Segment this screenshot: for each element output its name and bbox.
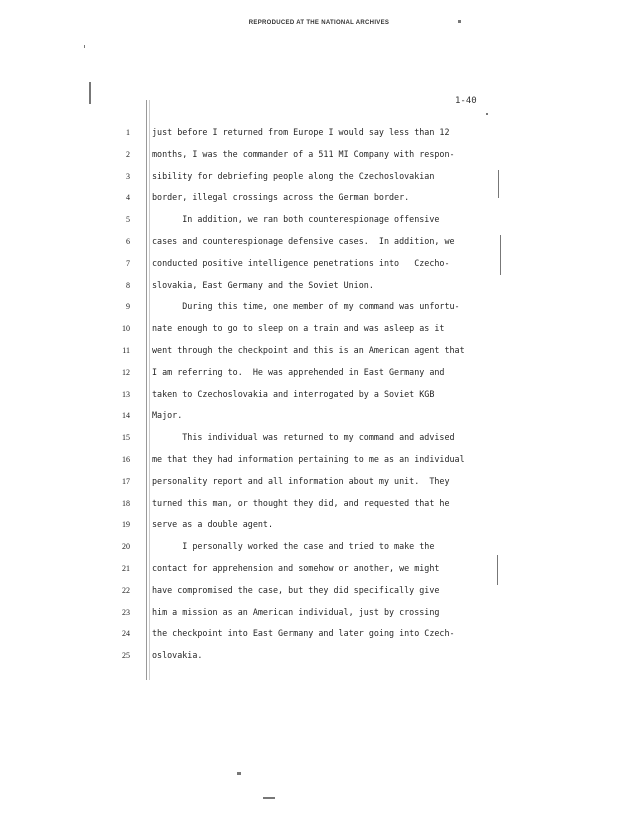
line-number: 2 [126, 149, 130, 159]
transcript-line: went through the checkpoint and this is an American agent that [152, 345, 465, 355]
scan-mark [89, 82, 91, 104]
transcript-line: I am referring to. He was apprehended in East Germany and [152, 366, 445, 377]
line-number: 9 [126, 302, 130, 312]
transcript-line: This individual was returned to my command and advised [152, 432, 455, 443]
transcript-line: I personally worked the case and tried to make the [152, 541, 435, 552]
scan-mark [486, 113, 488, 115]
transcript-line: me that they had information pertaining to me as an individual [152, 454, 465, 464]
transcript-line: taken to Czechoslovakia and interrogated by a Soviet KGB [152, 388, 435, 399]
line-number: 15 [122, 433, 130, 443]
transcript-line: conducted positive intelligence penetrations into Czecho- [152, 257, 450, 268]
line-number: 6 [126, 237, 130, 246]
line-number: 10 [122, 324, 130, 334]
transcript-line: In addition, we ran both counterespionage offensive [152, 214, 440, 225]
line-number: 13 [122, 389, 130, 399]
transcript-line: personality report and all information about my unit. They [152, 475, 450, 486]
transcript-line: the checkpoint into East Germany and later going into Czech- [152, 628, 455, 639]
scan-mark [500, 235, 501, 275]
transcript-line: turned this man, or thought they did, and requested that he [152, 497, 450, 508]
line-number: 20 [122, 542, 130, 552]
line-number: 11 [122, 346, 130, 355]
scan-mark [237, 772, 241, 775]
line-number: 16 [122, 455, 130, 464]
line-number: 17 [122, 476, 130, 486]
line-number: 24 [122, 629, 130, 639]
transcript-line: contact for apprehension and somehow or another, we might [152, 563, 440, 573]
line-number: 14 [122, 411, 130, 421]
transcript-line: serve as a double agent. [152, 519, 274, 530]
transcript-line: months, I was the commander of a 511 MI Company with respon- [152, 148, 455, 159]
line-number: 3 [126, 171, 130, 181]
transcript-line: During this time, one member of my command was unfortu- [152, 301, 460, 312]
line-number: 22 [122, 585, 130, 595]
transcript-line: Major. [152, 410, 183, 421]
line-number: 21 [122, 564, 130, 573]
line-number: 25 [122, 651, 130, 661]
transcript-line: border, illegal crossings across the German border. [152, 192, 410, 203]
scan-mark [458, 20, 461, 23]
line-number: 5 [126, 215, 130, 225]
transcript-line: him a mission as an American individual, just by crossing [152, 606, 440, 617]
transcript-line: nate enough to go to sleep on a train and was asleep as it [152, 323, 445, 334]
line-number: 8 [126, 280, 130, 290]
transcript-line: just before I returned from Europe I would say less than 12 [152, 127, 450, 137]
line-number: 12 [122, 367, 130, 377]
archive-header: REPRODUCED AT THE NATIONAL ARCHIVES [248, 20, 390, 26]
line-number: 18 [122, 498, 130, 508]
line-number: 1 [126, 128, 130, 137]
scan-mark [497, 555, 498, 585]
transcript-line: oslovakia. [152, 650, 203, 661]
transcript-line: slovakia, East Germany and the Soviet Union. [152, 279, 374, 290]
scan-mark [263, 797, 275, 799]
transcript-line: sibility for debriefing people along the Czechoslovakian [152, 170, 435, 181]
transcript-line: cases and counterespionage defensive cases. In addition, we [152, 236, 455, 246]
scan-mark [84, 45, 85, 48]
line-number: 4 [126, 193, 130, 203]
line-number: 23 [122, 607, 130, 617]
transcript-line: have compromised the case, but they did specifically give [152, 584, 440, 595]
line-number: 19 [122, 520, 130, 530]
line-number: 7 [126, 258, 130, 268]
page-number: 1-40 [455, 96, 477, 106]
scan-mark [498, 170, 499, 198]
